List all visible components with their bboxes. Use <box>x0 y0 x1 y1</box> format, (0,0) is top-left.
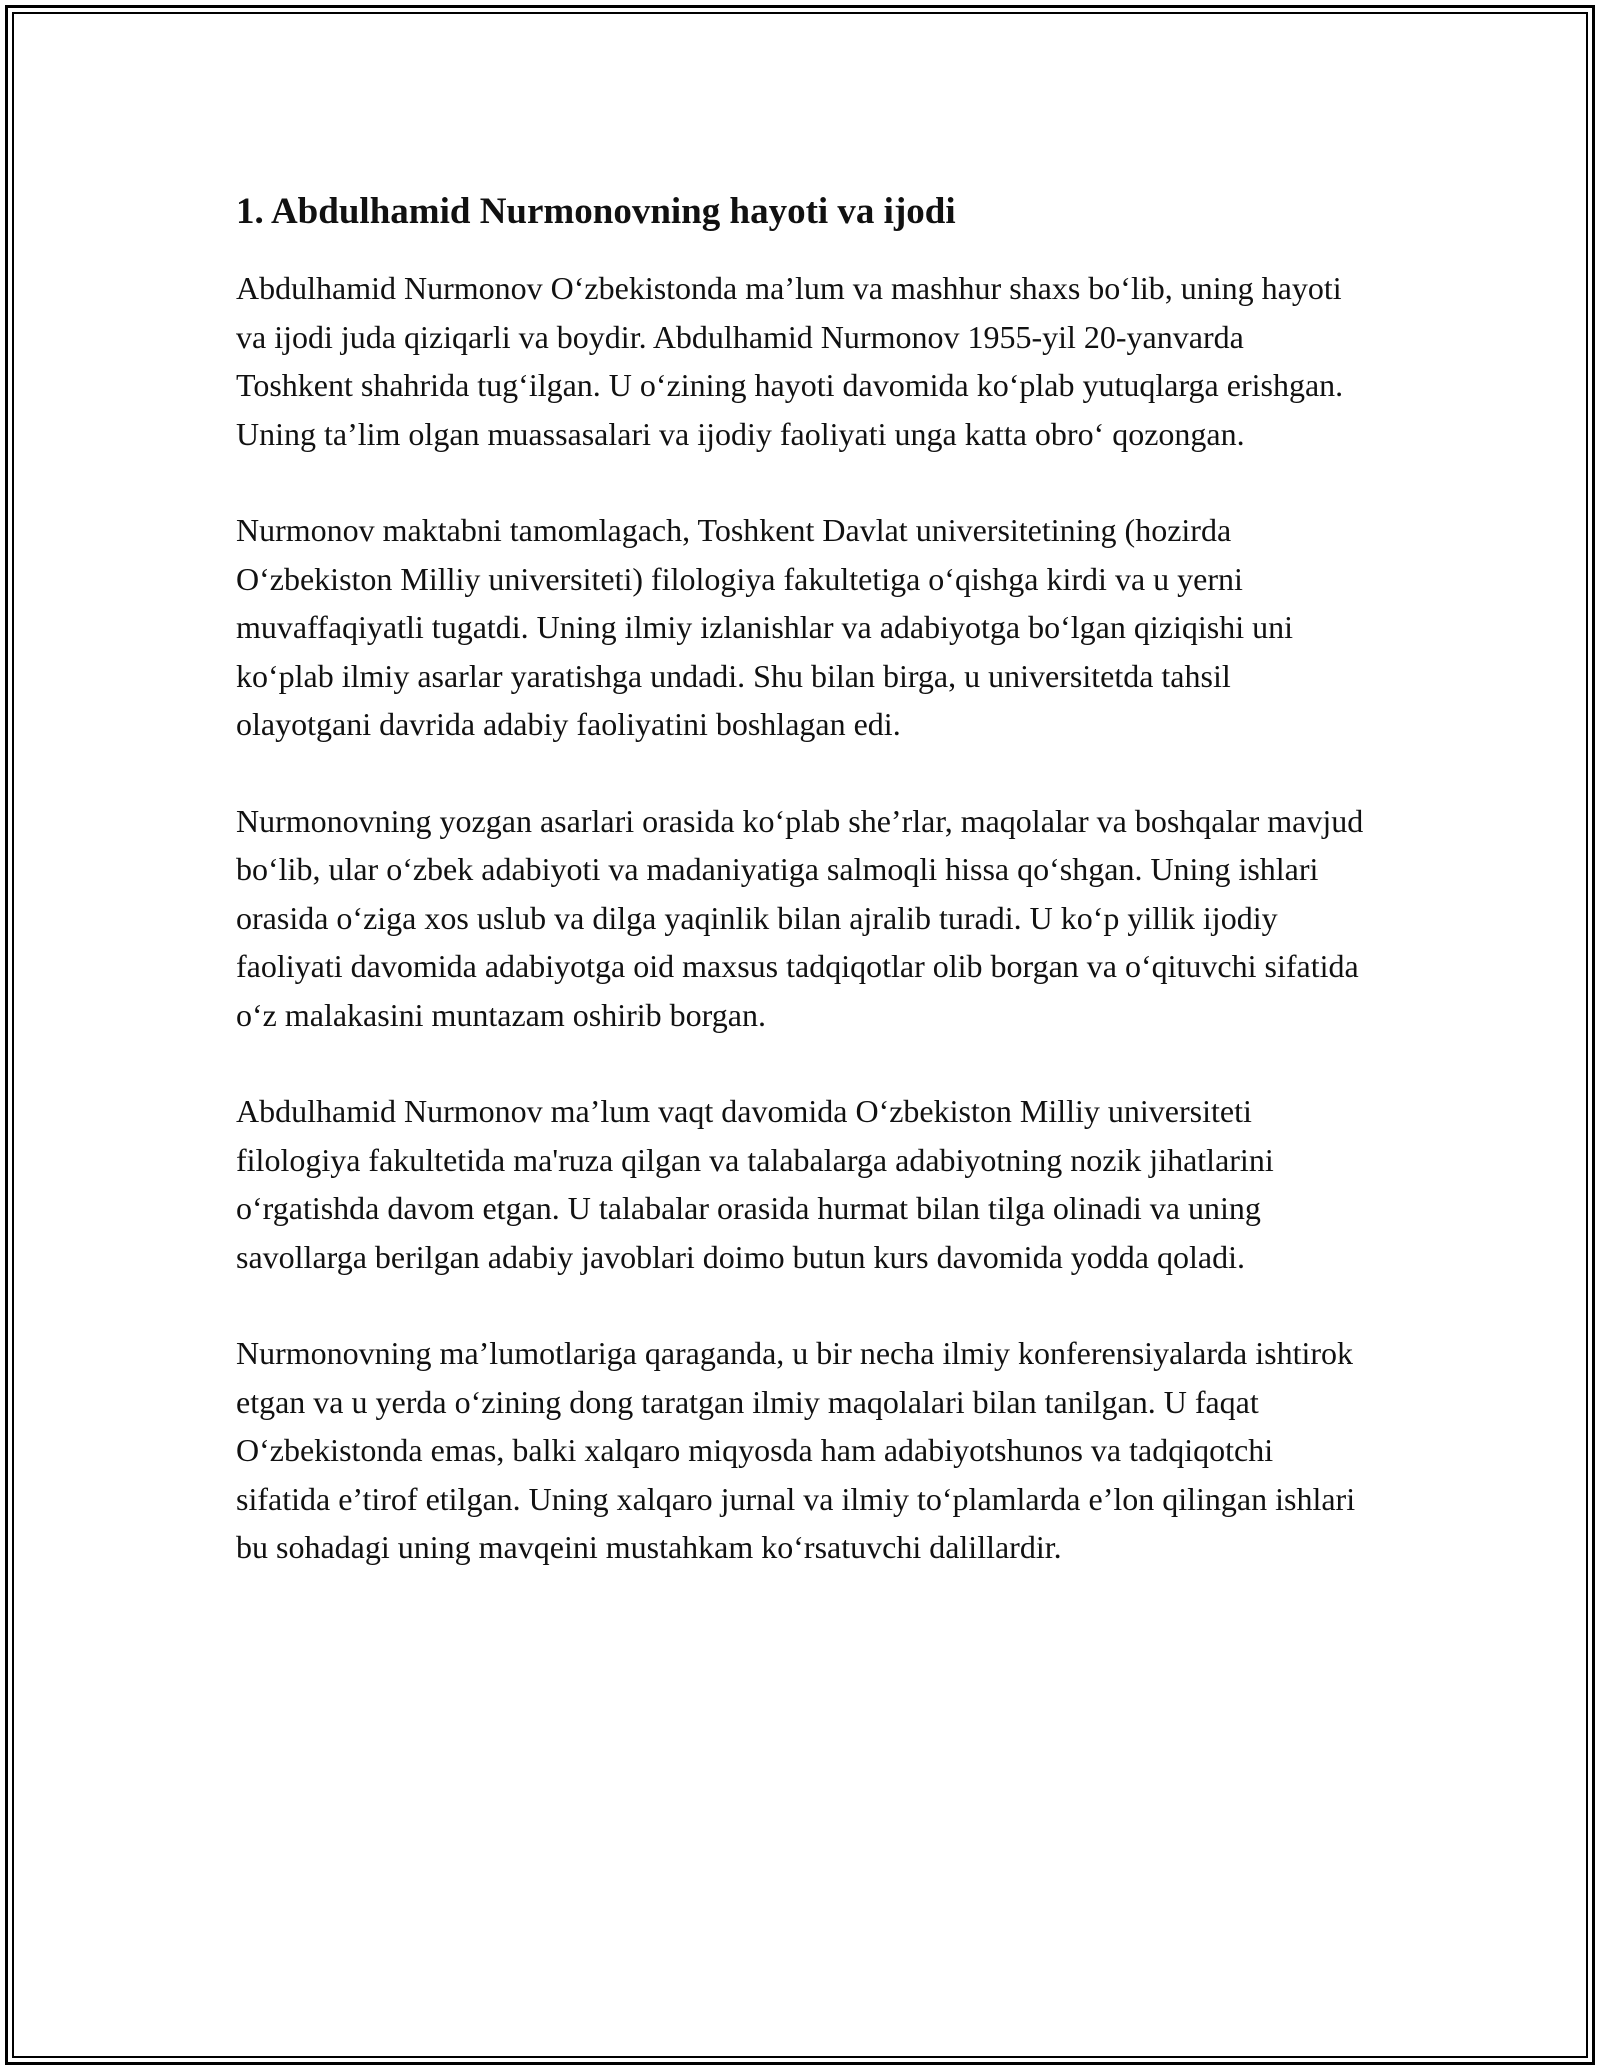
paragraph-3: Nurmonovning yozgan asarlari orasida ko‘plab she’rlar, maqolalar va boshqalar mavjud bo‘lib, ular o‘zbek adabiyoti va madaniyatiga salmoqli hissa qo‘shgan. Uning ishlari orasida o‘ziga xos uslub va dilga yaqinlik bilan ajralib turadi. U ko‘p yillik ijodiy faoliyati davomida adabiyotga oid maxsus tadqiqotlar olib borgan va o‘qituvchi sifatida o‘z malakasini muntazam oshirib borgan. <box>236 802 1364 1033</box>
document-body <box>236 186 1366 1620</box>
paragraph-2: Nurmonov maktabni tamomlagach, Toshkent Davlat universitetining (hozirda O‘zbekiston Milliy universiteti) filologiya fakultetiga o‘qishga kirdi va u yerni muvaffaqiyatli tugatdi. Uning ilmiy izlanishlar va adabiyotga bo‘lgan qiziqishi uni ko‘plab ilmiy asarlar yaratishga undadi. Shu bilan birga, u universitetda tahsil olayotgani davrida adabiy faoliyatini boshlagan edi. <box>236 512 1293 742</box>
paragraph-1: Abdulhamid Nurmonov O‘zbekistonda ma’lum va mashhur shaxs bo‘lib, uning hayoti va ijodi juda qiziqarli va boydir. Abdulhamid Nurmonov 1955-yil 20-yanvarda Toshkent shahrida tug‘ilgan. U o‘zining hayoti davomida ko‘plab yutuqlarga erishgan. Uning ta’lim olgan muassasalari va ijodiy faoliyati unga katta obro‘ qozongan. <box>236 270 1344 452</box>
paragraph-4: Abdulhamid Nurmonov ma’lum vaqt davomida O‘zbekiston Milliy universiteti filologiya fakultetida ma'ruza qilgan va talabalarga adabiyotning nozik jihatlarini o‘rgatishda davom etgan. U talabalar orasida hurmat bilan tilga olinadi va uning savollarga berilgan adabiy javoblari doimo butun kurs davomida yodda qoladi. <box>236 1093 1274 1275</box>
paragraph-5: Nurmonovning ma’lumotlariga qaraganda, u bir necha ilmiy konferensiyalarda ishtirok etgan va u yerda o‘zining dong taratgan ilmiy maqolalari bilan tanilgan. U faqat O‘zbekistonda emas, balki xalqaro miqyosda ham adabiyotshunos va tadqiqotchi sifatida e’tirof etilgan. Uning xalqaro jurnal va ilmiy to‘plamlarda e’lon qilingan ishlari bu sohadagi uning mavqeini mustahkam ko‘rsatuvchi dalillardir. <box>236 1335 1356 1565</box>
section-heading: 1. Abdulhamid Nurmonovning hayoti va ijodi <box>236 191 956 232</box>
